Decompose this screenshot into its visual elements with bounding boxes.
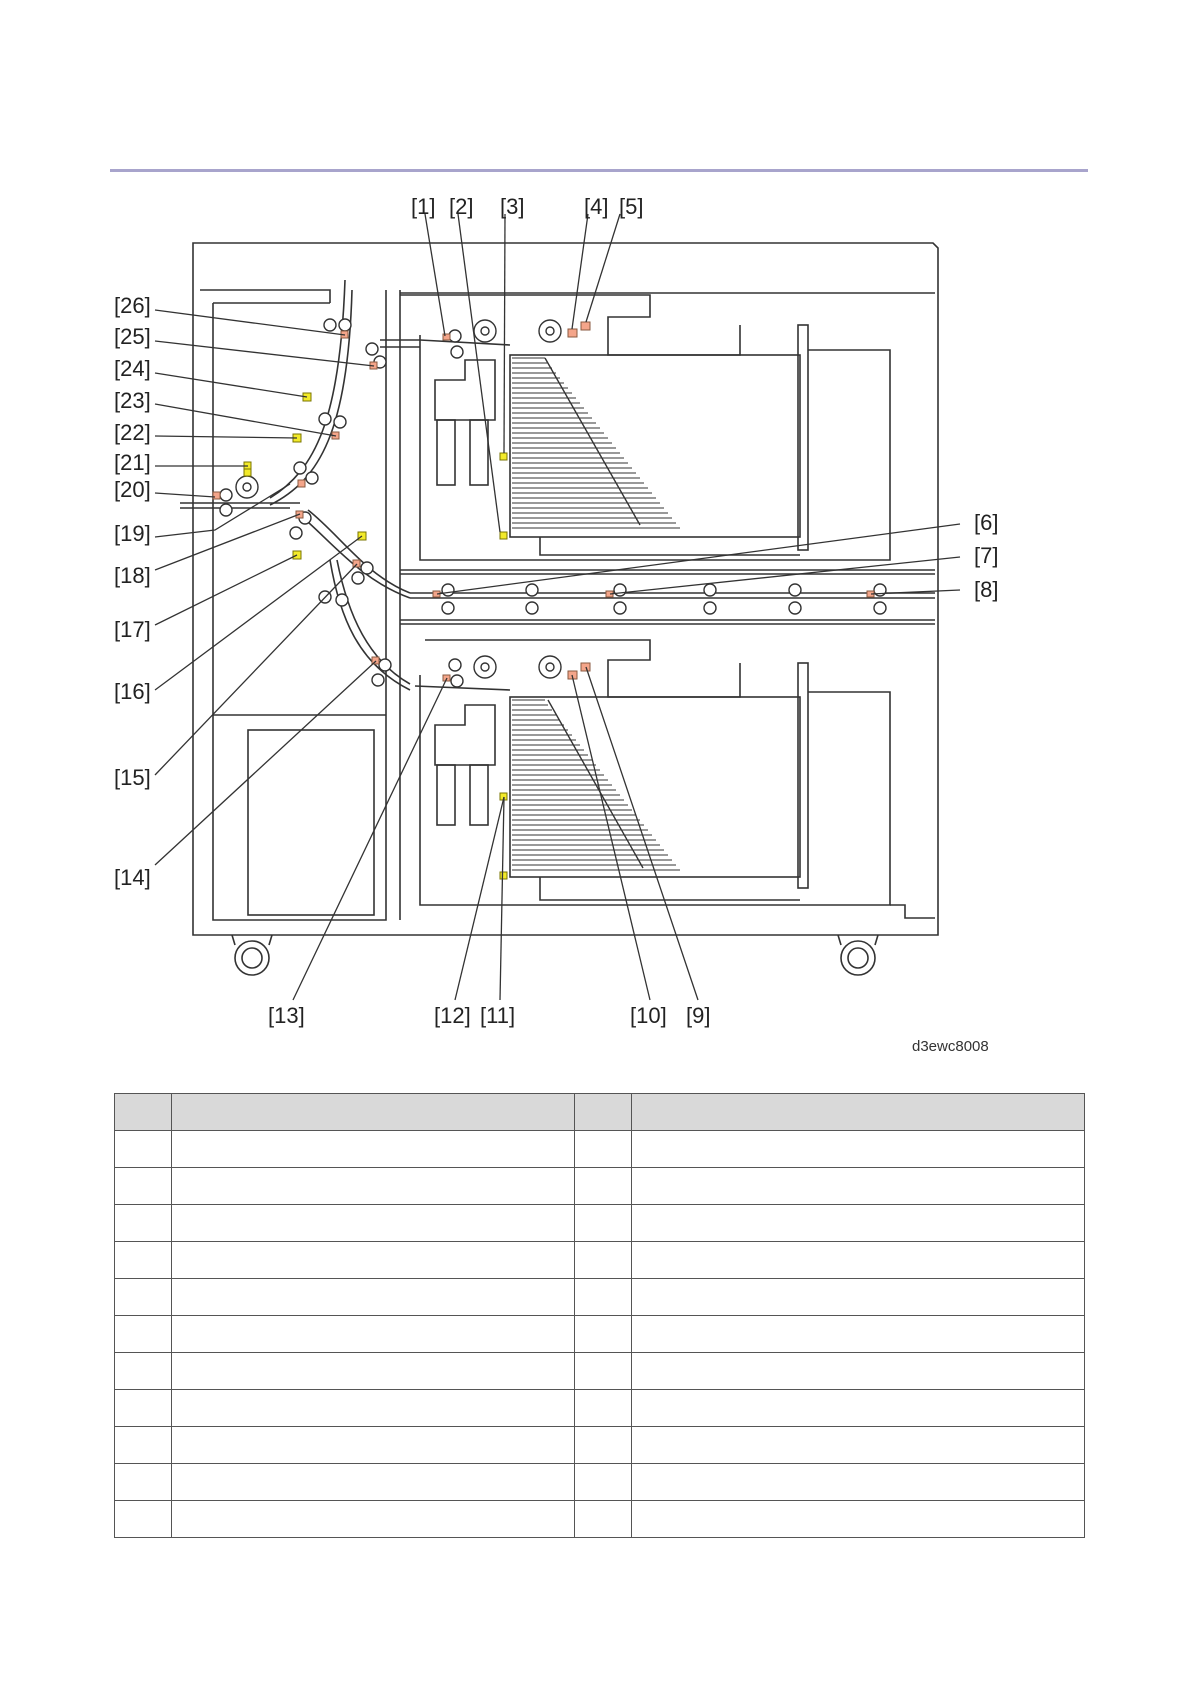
callout-14: [14] [114,865,151,890]
callout-25: [25] [114,324,151,349]
callout-2: [2] [449,194,474,219]
callout-3: [3] [500,194,525,219]
cell-desc-right [632,1353,1085,1390]
cell-no-left [115,1205,172,1242]
header-no-left [115,1094,172,1131]
cell-no-right [575,1390,632,1427]
table-header-row [115,1094,1085,1131]
cell-no-right [575,1427,632,1464]
cell-no-right [575,1168,632,1205]
table-row [115,1168,1085,1205]
cell-desc-left [172,1168,575,1205]
cell-no-right [575,1501,632,1538]
callout-5: [5] [619,194,644,219]
cell-no-left [115,1464,172,1501]
callout-18: [18] [114,563,151,588]
callout-8: [8] [974,577,999,602]
callout-6: [6] [974,510,999,535]
cell-no-right [575,1464,632,1501]
cell-no-right [575,1279,632,1316]
cell-no-left [115,1427,172,1464]
cell-desc-left [172,1316,575,1353]
table-row [115,1316,1085,1353]
cell-desc-right [632,1427,1085,1464]
cell-no-right [575,1242,632,1279]
callout-9: [9] [686,1003,711,1028]
legend-table [114,1093,1085,1538]
yellow-sensors [244,393,507,879]
callout-22: [22] [114,420,151,445]
callout-12: [12] [434,1003,471,1028]
cell-no-left [115,1242,172,1279]
cell-desc-left [172,1242,575,1279]
table-row [115,1390,1085,1427]
table-row [115,1501,1085,1538]
callout-26: [26] [114,293,151,318]
cell-desc-left [172,1464,575,1501]
callout-17: [17] [114,617,151,642]
cell-desc-left [172,1205,575,1242]
table-row [115,1464,1085,1501]
header-desc-right [632,1094,1085,1131]
cell-no-right [575,1316,632,1353]
callout-15: [15] [114,765,151,790]
cell-no-left [115,1131,172,1168]
cell-desc-right [632,1168,1085,1205]
cell-no-left [115,1316,172,1353]
callout-4: [4] [584,194,609,219]
table-row [115,1242,1085,1279]
cell-desc-right [632,1279,1085,1316]
cell-no-left [115,1279,172,1316]
cell-no-right [575,1131,632,1168]
callout-23: [23] [114,388,151,413]
header-desc-left [172,1094,575,1131]
table-row [115,1427,1085,1464]
callout-13: [13] [268,1003,305,1028]
cell-desc-right [632,1205,1085,1242]
cell-desc-left [172,1353,575,1390]
cell-desc-right [632,1501,1085,1538]
cell-no-left [115,1390,172,1427]
table-row [115,1205,1085,1242]
cell-desc-left [172,1427,575,1464]
callout-7: [7] [974,543,999,568]
cell-desc-left [172,1390,575,1427]
cell-no-right [575,1353,632,1390]
cell-desc-left [172,1279,575,1316]
table-row [115,1353,1085,1390]
cell-no-right [575,1205,632,1242]
callout-24: [24] [114,356,151,381]
cabinet-outline [193,243,938,935]
orange-sensors [213,322,874,681]
callout-1: [1] [411,194,436,219]
cell-desc-left [172,1501,575,1538]
callout-19: [19] [114,521,151,546]
cell-no-left [115,1168,172,1205]
cell-no-left [115,1501,172,1538]
figure-code: d3ewc8008 [912,1038,989,1055]
callout-20: [20] [114,477,151,502]
callout-16: [16] [114,679,151,704]
cell-desc-right [632,1131,1085,1168]
table-row [115,1131,1085,1168]
cell-desc-right [632,1390,1085,1427]
cell-desc-right [632,1242,1085,1279]
cell-desc-right [632,1464,1085,1501]
header-no-right [575,1094,632,1131]
cell-desc-right [632,1316,1085,1353]
table-row [115,1279,1085,1316]
callout-21: [21] [114,450,151,475]
callout-11: [11] [480,1003,516,1028]
cell-desc-left [172,1131,575,1168]
callout-10: [10] [630,1003,667,1028]
cell-no-left [115,1353,172,1390]
